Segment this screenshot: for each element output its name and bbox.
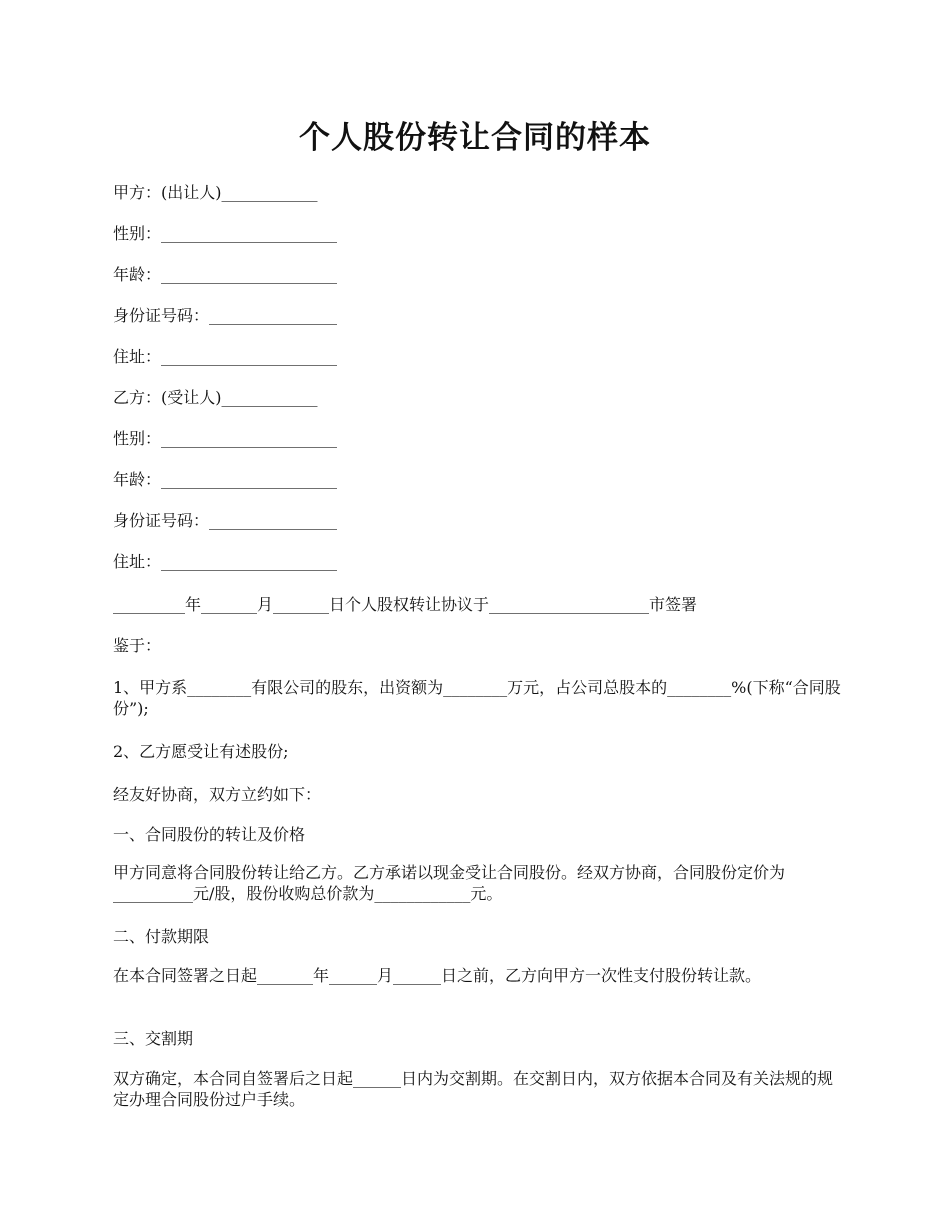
party-b-id-line: 身份证号码：________________ bbox=[113, 511, 338, 530]
section-1-heading: 一、合同股份的转让及价格 bbox=[113, 825, 306, 844]
section-3-paragraph: 双方确定，本合同自签署后之日起______日内为交割期。在交割日内，双方依据本合同及有关法规的规定办理合同股份过户手续。 bbox=[113, 1069, 834, 1109]
document-title: 个人股份转让合同的样本 bbox=[299, 120, 651, 156]
whereas-line: 鉴于： bbox=[113, 636, 162, 655]
party-b-age-line: 年龄：______________________ bbox=[113, 470, 338, 489]
party-a-line: 甲方：(出让人)____________ bbox=[113, 183, 318, 202]
party-b-gender-line: 性别：______________________ bbox=[113, 429, 338, 448]
party-b-line: 乙方：(受让人)____________ bbox=[113, 388, 318, 407]
section-2-paragraph: 在本合同签署之日起_______年______月______日之前，乙方向甲方一次性支付股份转让款。 bbox=[113, 966, 762, 985]
party-a-id-line: 身份证号码：________________ bbox=[113, 306, 338, 325]
section-1-paragraph: 甲方同意将合同股份转让给乙方。乙方承诺以现金受让合同股份。经双方协商，合同股份定价为__________元/股，股份收购总价款为____________元。 bbox=[113, 863, 786, 903]
agreement-intro-line: 经友好协商，双方立约如下： bbox=[113, 785, 322, 804]
party-a-age-line: 年龄：______________________ bbox=[113, 265, 338, 284]
section-3-heading: 三、交割期 bbox=[113, 1029, 194, 1048]
party-a-gender-line: 性别：______________________ bbox=[113, 224, 338, 243]
party-b-address-line: 住址：______________________ bbox=[113, 552, 338, 571]
signing-date-line: _________年_______月_______日个人股权转让协议于____________________市签署 bbox=[113, 595, 698, 614]
clause-2-line: 2、乙方愿受让有述股份; bbox=[113, 742, 289, 761]
clause-1-paragraph: 1、甲方系________有限公司的股东，出资额为________万元，占公司总股本的________%(下称“合同股份”); bbox=[113, 678, 841, 718]
section-2-heading: 二、付款期限 bbox=[113, 927, 210, 946]
party-a-address-line: 住址：______________________ bbox=[113, 347, 338, 366]
